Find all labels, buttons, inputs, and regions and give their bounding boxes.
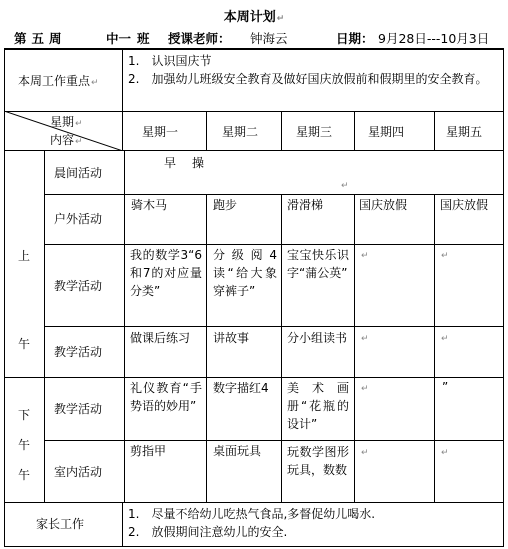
focus-list <box>128 52 498 88</box>
teach2-mon: 做课后练习 <box>130 331 191 345</box>
table-right-border <box>503 48 504 547</box>
teach1-wed: 宝宝快乐识字“蒲公英” <box>287 248 349 280</box>
title-text: 本周计划 <box>223 10 276 25</box>
paragraph-mark-icon: ↵ <box>361 251 369 261</box>
rule-outdoor-bottom <box>44 244 504 245</box>
class-suffix: 班 <box>137 31 150 46</box>
outdoor-thu: 国庆放假 <box>359 198 408 212</box>
date-label: 日期： <box>336 31 374 46</box>
paragraph-mark-icon: ↵ <box>441 251 449 261</box>
rule-day2-body <box>206 194 207 503</box>
teach2-tue: 讲故事 <box>213 331 250 345</box>
rule-teach3-bottom <box>44 440 504 441</box>
teach2-wed: 分小组读书 <box>287 331 348 345</box>
day-header-thu: 星期四 <box>368 125 405 139</box>
focus-label-text: 本周工作重点 <box>18 74 91 88</box>
corner-top-label <box>50 114 83 133</box>
rule-am-bottom <box>4 377 504 378</box>
teach3-fri: ” <box>442 380 449 394</box>
parents-label: 家长工作 <box>36 517 85 531</box>
section-am-label: 上 午 <box>18 249 43 351</box>
row-label-morning: 晨间活动 <box>54 166 103 180</box>
rule-day5-body <box>434 194 435 503</box>
focus-item: 1. 认识国庆节 <box>128 54 212 68</box>
paragraph-mark-icon: ↵ <box>361 448 369 458</box>
page-title <box>0 6 508 25</box>
parents-list <box>128 505 500 541</box>
rule-parents-divider <box>122 502 123 547</box>
teach1-mon: 我的数学3“6和7的对应量分类” <box>130 248 202 298</box>
rule-label-col <box>124 150 125 503</box>
class-label: 中一 <box>106 31 132 46</box>
paragraph-mark-icon: ↵ <box>75 137 83 147</box>
paragraph-mark-icon: ↵ <box>361 384 369 394</box>
rule-pm-bottom <box>4 502 504 503</box>
row-label-outdoor: 户外活动 <box>54 212 103 226</box>
focus-item: 2. 加强幼儿班级安全教育及做好国庆放假前和假期里的安全教育。 <box>128 72 488 86</box>
paragraph-mark-icon: ↵ <box>75 119 83 129</box>
week-label: 第五周 <box>14 31 67 46</box>
row-label-indoor: 室内活动 <box>54 465 103 479</box>
corner-bottom-text: 内容 <box>50 133 75 147</box>
paragraph-mark-icon: ↵ <box>341 181 349 191</box>
paragraph-mark-icon: ↵ <box>91 78 99 88</box>
rule-day2 <box>206 111 207 151</box>
row-label-teach3: 教学活动 <box>54 402 103 416</box>
paragraph-mark-icon: ↵ <box>441 334 449 344</box>
rule-section-col <box>44 150 45 503</box>
rule-day4-body <box>354 194 355 503</box>
morning-content: 早 操 <box>164 156 207 170</box>
teach3-wed: 美术画册“花瓶的设计” <box>287 381 349 431</box>
day-header-tue: 星期二 <box>222 125 259 139</box>
indoor-mon: 剪指甲 <box>130 444 167 458</box>
header-line <box>6 29 506 47</box>
day-header-fri: 星期五 <box>446 125 483 139</box>
section-pm-label: 下 午 午 <box>18 408 43 482</box>
rule-morning-bottom <box>44 194 504 195</box>
table-top-border <box>4 48 504 50</box>
rule-day3-body <box>281 194 282 503</box>
teach1-tue: 分级阅4读“给大象穿裤子” <box>213 248 277 298</box>
parents-item: 1. 尽量不给幼儿吃热气食品,多督促幼儿喝水. <box>128 507 376 521</box>
teach3-tue: 数字描红4 <box>213 381 269 395</box>
corner-bottom-label <box>50 132 83 151</box>
rule-focus-divider <box>122 48 123 112</box>
parents-item: 2. 放假期间注意幼儿的安全. <box>128 525 288 539</box>
outdoor-tue: 跑步 <box>213 198 238 212</box>
outdoor-fri: 国庆放假 <box>440 198 489 212</box>
date-value: 9月28日---10月3日 <box>378 31 490 46</box>
paragraph-mark-icon: ↵ <box>361 334 369 344</box>
rule-day3 <box>281 111 282 151</box>
table-bottom-border <box>4 546 504 547</box>
outdoor-wed: 滑滑梯 <box>287 198 324 212</box>
indoor-wed: 玩数学图形玩具，数数 <box>287 445 349 477</box>
row-label-teach1: 教学活动 <box>54 279 103 293</box>
indoor-tue: 桌面玩具 <box>213 444 262 458</box>
outdoor-mon: 骑木马 <box>131 198 168 212</box>
teacher-label: 授课老师： <box>168 31 231 46</box>
focus-label <box>18 73 99 92</box>
day-header-mon: 星期一 <box>142 125 179 139</box>
row-label-teach2: 教学活动 <box>54 345 103 359</box>
day-header-wed: 星期三 <box>296 125 333 139</box>
rule-day5 <box>434 111 435 151</box>
rule-teach1-bottom <box>44 326 504 327</box>
teach3-mon: 礼仪教育“手势语的妙用” <box>130 381 202 413</box>
paragraph-mark-icon: ↵ <box>441 448 449 458</box>
corner-top-text: 星期 <box>50 115 75 129</box>
paragraph-mark-icon: ↵ <box>276 14 285 24</box>
rule-day4 <box>354 111 355 151</box>
teacher-name: 钟海云 <box>250 31 288 46</box>
